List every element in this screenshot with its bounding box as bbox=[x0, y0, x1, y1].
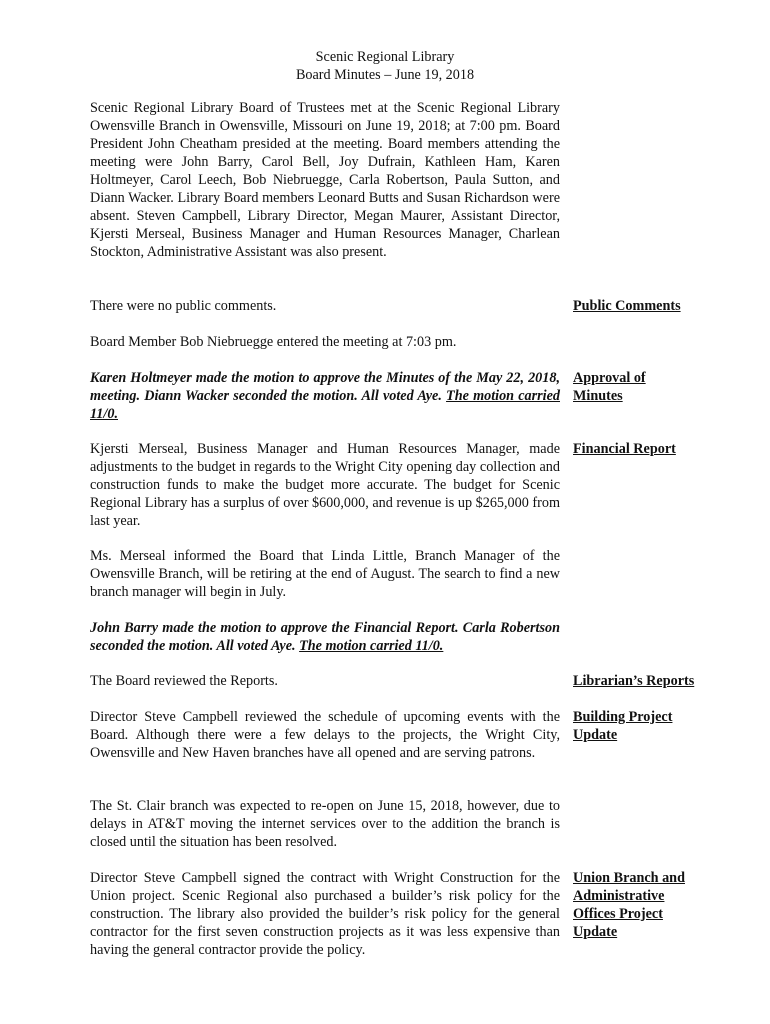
financial-paragraph-2: Ms. Merseal informed the Board that Linda Little, Branch Manager of the Owensville Branch, will be retiring at the end of August. The search to find a new branch manager will begin in July. bbox=[90, 548, 560, 600]
public-comments-paragraph: There were no public comments. bbox=[90, 298, 277, 314]
library-name: Scenic Regional Library bbox=[315, 49, 455, 65]
union-paragraph-1: Director Steve Campbell signed the contract with Wright Construction for the Union project. Scenic Regional also purchased a builder’s risk policy for the construction. The library also provided the builder’s risk policy for the general contractor for the first seven construction projects as it was less expensive than having the general contractor provide the policy. bbox=[90, 870, 560, 958]
financial-motion-carried: The motion carried 11/0. bbox=[299, 638, 444, 654]
financial-motion-paragraph bbox=[90, 619, 560, 655]
financial-motion-text: John Barry made the motion to approve the Financial Report. Carla Robertson seconded the motion. All voted Aye. bbox=[90, 620, 560, 654]
document-title: Board Minutes – June 19, 2018 bbox=[295, 67, 475, 83]
minutes-motion-paragraph bbox=[90, 369, 560, 423]
building-paragraph-2: The St. Clair branch was expected to re-open on June 15, 2018, however, due to delays in AT&T moving the internet services over to the addition the branch is closed until the situation has been resolved. bbox=[90, 798, 560, 850]
minutes-motion-text: Karen Holtmeyer made the motion to approve the Minutes of the May 22, 2018, meeting. Diann Wacker seconded the motion. All voted Aye. bbox=[90, 370, 560, 404]
intro-paragraph: Scenic Regional Library Board of Trustees met at the Scenic Regional Library Owensville Branch in Owensville, Missouri on June 19, 2018; at 7:00 pm. Board President John Cheatham presided at the meeting. Board members attending the meeting were John Barry, Carol Bell, Joy Dufrain, Kathleen Ham, Karen Holtmeyer, Carol Leech, Bob Niebruegge, Carla Robertson, Paula Sutton, and Diann Wacker. Library Board members Leonard Butts and Susan Richardson were absent. Steven Campbell, Library Director, Megan Maurer, Assistant Director, Kjersti Merseal, Business Manager and Human Resources Manager, Charlean Stockton, Administrative Assistant was also present. bbox=[90, 100, 560, 260]
side-heading-union-branch-update: Union Branch and Administrative Offices Project Update bbox=[573, 870, 685, 940]
financial-paragraph-1: Kjersti Merseal, Business Manager and Human Resources Manager, made adjustments to the budget in regards to the Wright City opening day collection and construction funds to make the budget more accurate. The budget for Scenic Regional Library has a surplus of over $600,000, and revenue is up $265,000 from last year. bbox=[90, 441, 560, 529]
side-heading-approval-of-minutes: Approval of Minutes bbox=[573, 370, 646, 404]
side-heading-building-project-update: Building Project Update bbox=[573, 709, 673, 743]
side-heading-public-comments: Public Comments bbox=[573, 298, 681, 314]
late-arrival-paragraph: Board Member Bob Niebruegge entered the meeting at 7:03 pm. bbox=[90, 334, 457, 350]
side-heading-librarians-reports: Librarian’s Reports bbox=[573, 673, 695, 689]
reports-reviewed-paragraph: The Board reviewed the Reports. bbox=[90, 673, 278, 689]
minutes-motion-carried: The motion carried 11/0. bbox=[90, 388, 560, 422]
building-paragraph-1: Director Steve Campbell reviewed the schedule of upcoming events with the Board. Although there were a few delays to the projects, the Wright City, Owensville and New Haven branches have all opened and are serving patrons. bbox=[90, 709, 560, 761]
side-heading-financial-report: Financial Report bbox=[573, 441, 676, 457]
